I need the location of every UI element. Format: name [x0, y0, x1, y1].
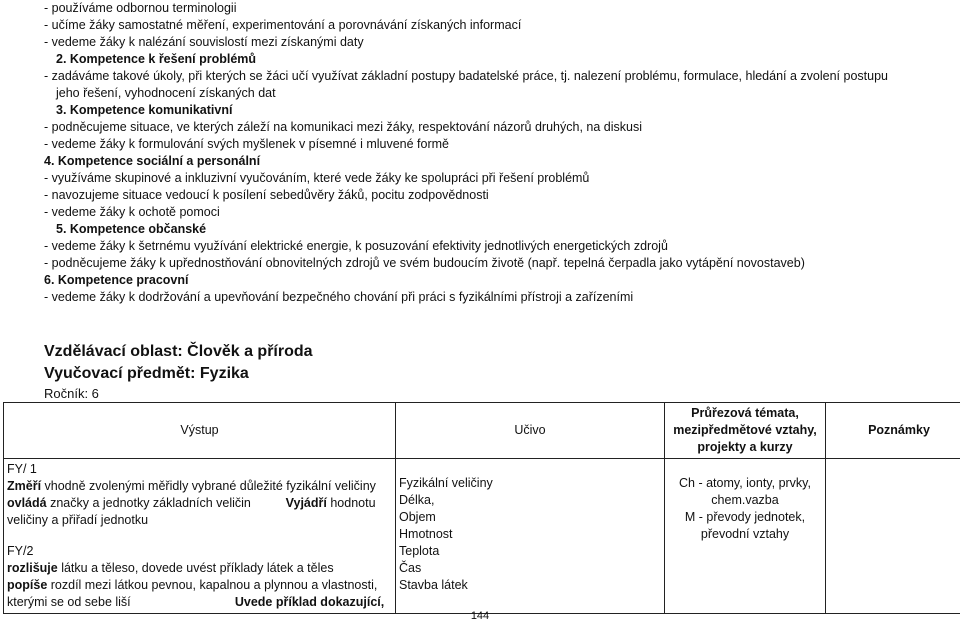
outcome-verb: Uvede příklad dokazující,	[234, 595, 385, 609]
temata-cell	[665, 459, 826, 614]
area-title: Vzdělávací oblast: Člověk a příroda	[44, 343, 313, 360]
outcome-text: rozdíl mezi látkou pevnou, kapalnou a plynnou a vlastnosti,	[47, 578, 378, 592]
curriculum-table	[3, 402, 960, 614]
section-line: - podněcujeme žáky k upřednostňování obnovitelných zdrojů ve svém budoucím životě (např. tepelná čerpadla jako vytápění novostaveb)	[44, 256, 805, 270]
intro-line: - učíme žáky samostatné měření, experimentování a porovnávání získaných informací	[44, 18, 522, 32]
header-ucivo: Učivo	[396, 403, 665, 459]
ucivo-item: Teplota	[399, 544, 440, 558]
section-line: - navozujeme situace vedoucí k posílení sebedůvěry žáků, pocitu zodpovědnosti	[44, 188, 489, 202]
outcome-verb: Změří	[7, 479, 42, 493]
outcome-verb: popíše	[7, 578, 48, 592]
outcome-line: veličiny a přiřadí jednotku	[7, 513, 149, 527]
competence-list	[44, 0, 954, 306]
ucivo-item: Čas	[399, 561, 422, 575]
temata-item: Ch - atomy, ionty, prvky,	[679, 476, 811, 490]
header-temata: Průřezová témata, mezipředmětové vztahy, projekty a kurzy	[665, 403, 826, 459]
vystup-cell	[4, 459, 396, 614]
outcome-text: značky a jednotky základních veličin	[46, 496, 251, 510]
grade-label: Ročník: 6	[44, 386, 99, 401]
header-vystup: Výstup	[4, 403, 396, 459]
header-poznamky: Poznámky	[826, 403, 960, 459]
poznamky-cell	[826, 459, 960, 614]
section-line-continuation: jeho řešení, vyhodnocení získaných dat	[56, 86, 276, 100]
outcome-verb: ovládá	[7, 496, 47, 510]
ucivo-item: Stavba látek	[399, 578, 468, 592]
page-number: 144	[470, 610, 490, 622]
section-heading: 2. Kompetence k řešení problémů	[56, 52, 257, 66]
section-line: - vedeme žáky k šetrnému využívání elektrické energie, k posuzování efektivity jednotlivých energetických zdrojů	[44, 239, 668, 253]
section-heading: 6. Kompetence pracovní	[44, 273, 189, 287]
outcome-verb: Vyjádří	[285, 496, 327, 510]
subject-title: Vyučovací předmět: Fyzika	[44, 365, 249, 382]
spacer	[399, 461, 661, 475]
outcome-verb: rozlišuje	[7, 561, 58, 575]
ucivo-item: Délka,	[399, 493, 435, 507]
temata-item: M - převody jednotek,	[684, 510, 806, 524]
intro-line: - používáme odbornou terminologii	[44, 1, 237, 15]
table-header-row	[4, 403, 960, 459]
section-heading: 5. Kompetence občanské	[56, 222, 207, 236]
section-heading: 4. Kompetence sociální a personální	[44, 154, 261, 168]
spacer	[7, 529, 392, 543]
section-line: - podněcujeme situace, ve kterých záleží na komunikaci mezi žáky, respektování názorů druhých, na diskusi	[44, 120, 642, 134]
section-heading: 3. Kompetence komunikativní	[56, 103, 233, 117]
outcome-line	[7, 594, 392, 611]
outcome-line	[7, 495, 392, 512]
ucivo-item: Fyzikální veličiny	[399, 476, 493, 490]
table-row	[4, 459, 960, 614]
section-line: - využíváme skupinové a inkluzivní vyučováním, které vede žáky ke spolupráci při řešení problémů	[44, 171, 590, 185]
outcome-text: kterými se od sebe liší	[7, 595, 131, 609]
section-line-text: - zadáváme takové úkoly, při kterých se žáci učí využívat základní postupy badatelské práce, tj. nalezení problému, formulace, hledání a zvolení postupu	[44, 69, 888, 83]
outcome-text: látku a těleso, dovede uvést příklady látek a těles	[57, 561, 334, 575]
outcome-code: FY/2	[7, 544, 34, 558]
outcome-text: vhodně zvolenými měřidly vybrané důležité fyzikální veličiny	[41, 479, 376, 493]
ucivo-cell	[396, 459, 665, 614]
outcome-line	[7, 478, 392, 495]
outcome-code: FY/ 1	[7, 462, 37, 476]
section-line: - vedeme žáky k dodržování a upevňování bezpečného chování při práci s fyzikálními přístroji a zařízeními	[44, 290, 634, 304]
outcome-line	[7, 560, 392, 577]
spacer	[668, 461, 822, 475]
section-line	[44, 68, 954, 102]
ucivo-item: Objem	[399, 510, 436, 524]
section-line: - vedeme žáky k ochotě pomoci	[44, 205, 220, 219]
intro-line: - vedeme žáky k nalézání souvislostí mezi získanými daty	[44, 35, 364, 49]
temata-item: chem.vazba	[711, 493, 779, 507]
ucivo-item: Hmotnost	[399, 527, 453, 541]
outcome-text: hodnotu	[326, 496, 376, 510]
temata-item: převodní vztahy	[700, 527, 790, 541]
outcome-line	[7, 577, 392, 594]
section-line: - vedeme žáky k formulování svých myšlenek v písemné i mluvené formě	[44, 137, 450, 151]
